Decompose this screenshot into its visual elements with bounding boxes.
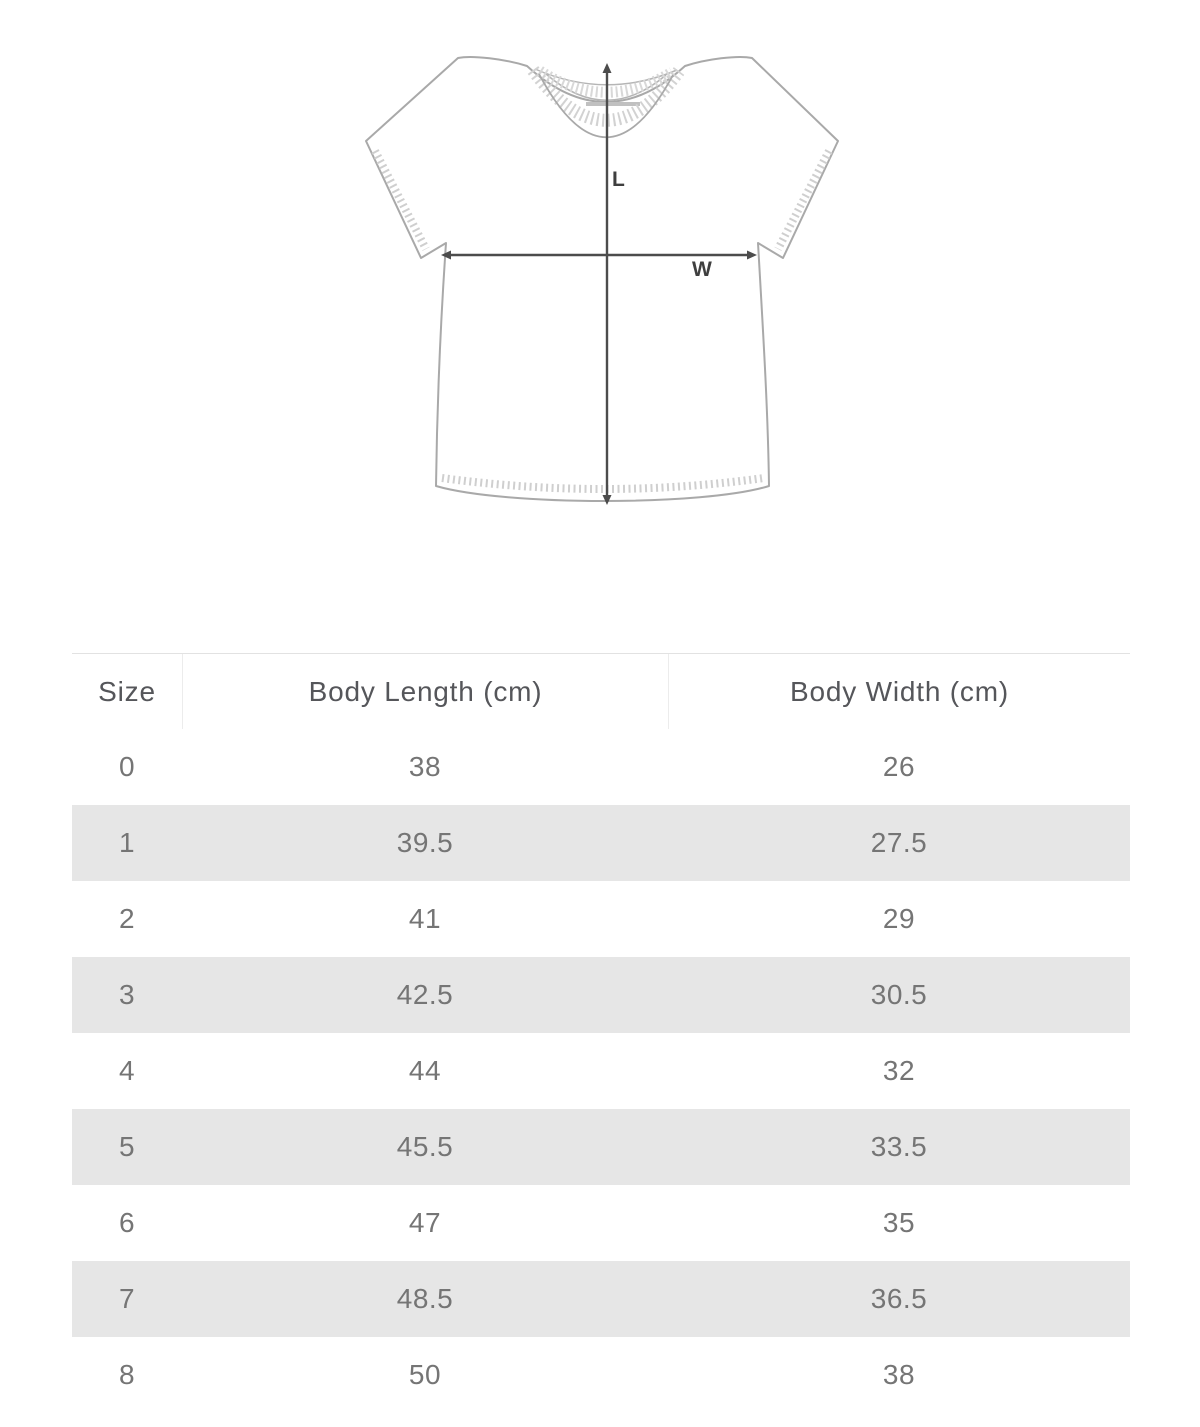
size-cell: 5 bbox=[118, 1131, 136, 1162]
size-cell: 7 bbox=[118, 1283, 136, 1314]
body-length-cell: 45.5 bbox=[396, 1131, 454, 1162]
body-length-cell: 42.5 bbox=[396, 979, 454, 1010]
table-row bbox=[72, 957, 1130, 1033]
body-width-cell: 27.5 bbox=[870, 827, 928, 858]
table-row bbox=[72, 1033, 1130, 1109]
table-header bbox=[72, 653, 1130, 729]
length-label: L bbox=[612, 168, 625, 191]
size-cell: 0 bbox=[118, 751, 136, 782]
body-length-cell: 38 bbox=[408, 751, 442, 782]
table-row bbox=[72, 1185, 1130, 1261]
header-body-width: Body Width (cm) bbox=[668, 654, 1130, 729]
size-cell: 3 bbox=[118, 979, 136, 1010]
body-length-cell: 48.5 bbox=[396, 1283, 454, 1314]
body-width-cell: 38 bbox=[882, 1359, 916, 1390]
table-row bbox=[72, 1337, 1130, 1413]
width-label: W bbox=[692, 258, 712, 281]
tshirt-diagram bbox=[330, 35, 870, 525]
size-cell: 1 bbox=[118, 827, 136, 858]
size-cell: 6 bbox=[118, 1207, 136, 1238]
body-width-cell: 32 bbox=[882, 1055, 916, 1086]
table-row bbox=[72, 881, 1130, 957]
body-width-cell: 35 bbox=[882, 1207, 916, 1238]
body-width-cell: 30.5 bbox=[870, 979, 928, 1010]
body-length-cell: 39.5 bbox=[396, 827, 454, 858]
body-width-cell: 26 bbox=[882, 751, 916, 782]
body-length-cell: 50 bbox=[408, 1359, 442, 1390]
size-table bbox=[72, 653, 1130, 1413]
body-length-cell: 41 bbox=[408, 903, 442, 934]
header-body-length: Body Length (cm) bbox=[182, 654, 668, 729]
size-cell: 2 bbox=[118, 903, 136, 934]
body-width-cell: 33.5 bbox=[870, 1131, 928, 1162]
body-width-cell: 29 bbox=[882, 903, 916, 934]
size-cell: 4 bbox=[118, 1055, 136, 1086]
header-size: Size bbox=[98, 675, 156, 707]
table-row bbox=[72, 1261, 1130, 1337]
body-width-cell: 36.5 bbox=[870, 1283, 928, 1314]
size-cell: 8 bbox=[118, 1359, 136, 1390]
body-length-cell: 47 bbox=[408, 1207, 442, 1238]
body-length-cell: 44 bbox=[408, 1055, 442, 1086]
table-row bbox=[72, 805, 1130, 881]
table-row bbox=[72, 1109, 1130, 1185]
table-row bbox=[72, 729, 1130, 805]
table-body bbox=[72, 729, 1130, 1413]
